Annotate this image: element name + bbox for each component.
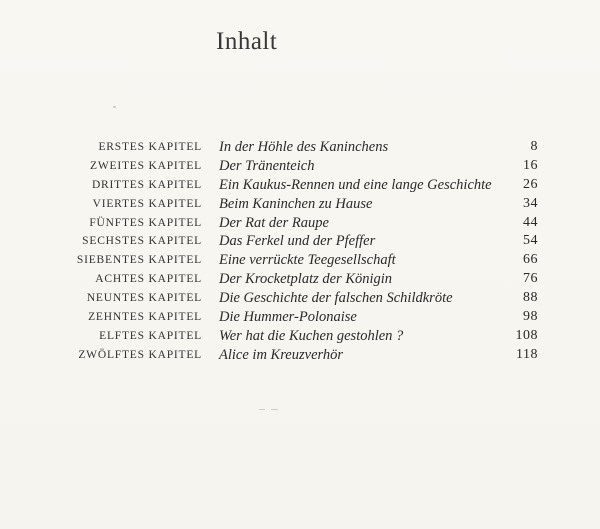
chapter-title: Beim Kaninchen zu Hause bbox=[219, 195, 373, 212]
page-number: 76 bbox=[523, 271, 538, 287]
chapter-label: DRITTES KAPITEL bbox=[91, 178, 202, 191]
paper-speck bbox=[271, 409, 278, 410]
page-title: Inhalt bbox=[216, 28, 278, 55]
chapter-title: In der Höhle des Kaninchens bbox=[219, 139, 389, 155]
page-number: 16 bbox=[523, 157, 538, 173]
toc-entry bbox=[0, 138, 600, 157]
toc-entry bbox=[0, 251, 600, 270]
toc-entry bbox=[0, 346, 600, 365]
chapter-label: ACHTES KAPITEL bbox=[95, 273, 202, 286]
chapter-title: Ein Kaukus-Rennen und eine lange Geschichte bbox=[219, 176, 492, 193]
paper-speck bbox=[113, 106, 116, 108]
toc-entry bbox=[0, 289, 600, 308]
chapter-label: SIEBENTES KAPITEL bbox=[76, 254, 202, 267]
chapter-label: ZEHNTES KAPITEL bbox=[88, 311, 202, 324]
page-number: 118 bbox=[516, 346, 538, 362]
chapter-label: NEUNTES KAPITEL bbox=[86, 292, 202, 305]
chapter-title: Der Rat der Raupe bbox=[219, 214, 329, 231]
page-number: 44 bbox=[523, 214, 538, 230]
chapter-label: SECHSTES KAPITEL bbox=[82, 235, 202, 248]
chapter-label: ERSTES KAPITEL bbox=[98, 141, 202, 153]
chapter-title: Die Hummer-Polonaise bbox=[219, 309, 357, 326]
chapter-label: ZWÖLFTES KAPITEL bbox=[78, 348, 202, 361]
chapter-label: FÜNFTES KAPITEL bbox=[89, 216, 202, 229]
page-number: 88 bbox=[523, 290, 538, 306]
page-number: 54 bbox=[523, 233, 538, 249]
chapter-label: VIERTES KAPITEL bbox=[92, 197, 202, 210]
page-number: 66 bbox=[523, 252, 538, 268]
toc-entry bbox=[0, 270, 600, 289]
table-of-contents bbox=[0, 138, 600, 365]
toc-entry bbox=[0, 176, 600, 195]
page-number: 26 bbox=[523, 176, 538, 192]
page-number: 108 bbox=[515, 327, 538, 343]
chapter-title: Der Tränenteich bbox=[219, 157, 315, 174]
chapter-title: Alice im Kreuzverhör bbox=[219, 346, 344, 363]
toc-entry bbox=[0, 214, 600, 233]
chapter-title: Wer hat die Kuchen gestohlen ? bbox=[219, 327, 404, 344]
chapter-title: Das Ferkel und der Pfeffer bbox=[219, 233, 376, 250]
chapter-label: ZWEITES KAPITEL bbox=[90, 159, 202, 172]
toc-entry bbox=[0, 327, 600, 346]
paper-speck bbox=[259, 409, 265, 410]
page-number: 34 bbox=[523, 195, 538, 211]
toc-entry bbox=[0, 157, 600, 176]
toc-entry bbox=[0, 232, 600, 251]
toc-entry bbox=[0, 195, 600, 214]
page-number: 8 bbox=[530, 139, 538, 154]
page-number: 98 bbox=[523, 309, 538, 325]
chapter-title: Der Krocketplatz der Königin bbox=[219, 271, 393, 288]
toc-entry bbox=[0, 308, 600, 327]
chapter-title: Eine verrückte Teegesellschaft bbox=[219, 252, 396, 269]
chapter-title: Die Geschichte der falschen Schildkröte bbox=[219, 290, 453, 307]
chapter-label: ELFTES KAPITEL bbox=[99, 329, 202, 342]
